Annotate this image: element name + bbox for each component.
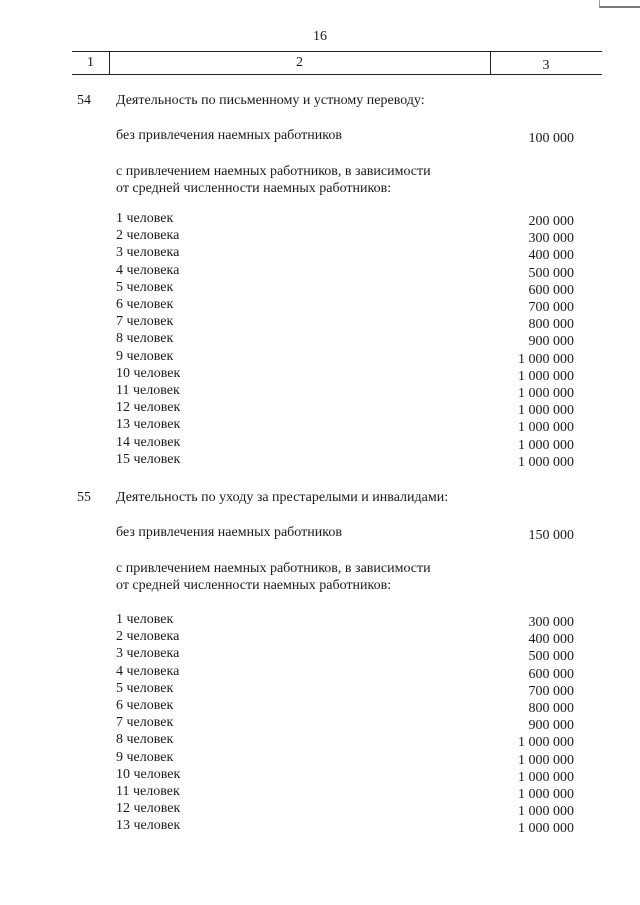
list-item [0,297,640,314]
tax-amount-value: 900 000 [528,334,574,350]
section-title: Деятельность по уходу за престарелыми и инвалидами: [116,490,449,505]
tax-amount-value: 1 000 000 [518,752,574,768]
header-col-1: 1 [87,55,94,70]
list-item [0,400,640,417]
tax-amount-value: 500 000 [528,265,574,281]
tax-amount-value: 800 000 [528,317,574,333]
with-employees-label: с привлечением наемных работников, в зависимости [116,164,431,179]
employee-count-label: 12 человек [116,801,181,817]
tax-amount-value: 900 000 [528,718,574,734]
employee-count-label: 10 человек [116,365,181,381]
list-item [0,452,640,469]
scan-corner-mark [599,0,640,8]
employee-count-label: 5 человек [116,279,174,295]
list-item [0,629,640,646]
without-employees-value: 150 000 [528,528,574,543]
tax-amount-value: 1 000 000 [518,351,574,367]
with-employees-label-cont: от средней численности наемных работников: [116,181,392,196]
with-employees-label: с привлечением наемных работников, в зависимости [116,561,431,576]
employee-count-label: 9 человек [116,348,174,364]
list-item [0,263,640,280]
table-header [72,51,602,75]
list-item [0,664,640,681]
tax-amount-value: 1 000 000 [518,437,574,453]
tax-amount-value: 1 000 000 [518,420,574,436]
list-item [0,784,640,801]
employee-count-label: 1 человек [116,211,174,226]
list-item [0,245,640,262]
employee-count-label: 6 человек [116,297,174,312]
employee-count-label: 13 человек [116,818,181,834]
with-employees-label-cont: от средней численности наемных работников: [116,578,392,593]
section-title: Деятельность по письменному и устному переводу: [116,93,425,108]
tax-amount-value: 1 000 000 [518,804,574,820]
tax-amount-value: 1 000 000 [518,368,574,384]
list-item [0,698,640,715]
employee-count-label: 5 человек [116,680,174,696]
without-employees-value: 100 000 [528,131,574,146]
list-item [0,280,640,297]
employee-count-label: 6 человек [116,698,174,713]
list-item [0,732,640,749]
list-item [0,228,640,245]
employee-count-label: 10 человек [116,766,181,782]
tax-amount-value: 200 000 [528,214,574,229]
employee-count-label: 2 человека [116,629,180,645]
list-item [0,818,640,835]
tax-amount-value: 300 000 [528,231,574,247]
list-item [0,681,640,698]
employee-count-label: 8 человек [116,331,174,347]
tax-amount-value: 600 000 [528,282,574,298]
page-number: 16 [313,29,327,44]
list-item [0,715,640,732]
list-item [0,366,640,383]
list-item [0,801,640,818]
list-item [0,435,640,452]
tax-amount-value: 1 000 000 [518,403,574,419]
employee-count-label: 15 человек [116,451,181,467]
header-col-2: 2 [296,55,303,70]
tax-amount-value: 1 000 000 [518,386,574,401]
employee-count-label: 4 человека [116,262,180,278]
tax-amount-value: 400 000 [528,248,574,264]
tax-amount-value: 400 000 [528,632,574,648]
employee-count-label: 3 человека [116,245,180,261]
employee-count-label: 7 человек [116,314,174,330]
employee-count-label: 13 человек [116,417,181,433]
tax-amount-value: 1 000 000 [518,821,574,837]
tax-amount-value: 1 000 000 [518,454,574,470]
list-item [0,646,640,663]
list-item [0,331,640,348]
tax-amount-value: 500 000 [528,649,574,665]
employee-count-label: 7 человек [116,715,174,731]
without-employees-label: без привлечения наемных работников [116,525,342,540]
list-item [0,612,640,629]
without-employees-label: без привлечения наемных работников [116,128,342,143]
employee-count-label: 1 человек [116,612,174,627]
tax-amount-value: 1 000 000 [518,787,574,802]
tax-amount-value: 700 000 [528,300,574,315]
list-item [0,750,640,767]
header-col-3: 3 [542,58,550,73]
list-item [0,767,640,784]
tax-amount-value: 300 000 [528,615,574,630]
list-item [0,349,640,366]
employee-count-label: 11 человек [116,383,180,398]
employee-count-label: 8 человек [116,732,174,748]
employee-count-label: 11 человек [116,784,180,799]
list-item [0,211,640,228]
tax-amount-value: 1 000 000 [518,735,574,751]
section-number: 54 [77,93,91,108]
employee-count-label: 14 человек [116,434,181,450]
list-item [0,417,640,434]
employee-count-label: 2 человека [116,228,180,244]
tax-amount-value: 1 000 000 [518,769,574,785]
employee-count-label: 3 человека [116,646,180,662]
tax-amount-value: 600 000 [528,666,574,682]
employee-count-label: 4 человека [116,663,180,679]
employee-count-label: 9 человек [116,749,174,765]
section-number: 55 [77,490,91,505]
tax-amount-value: 700 000 [528,683,574,699]
tax-amount-value: 800 000 [528,701,574,716]
employee-count-label: 12 человек [116,400,181,416]
list-item [0,383,640,400]
list-item [0,314,640,331]
